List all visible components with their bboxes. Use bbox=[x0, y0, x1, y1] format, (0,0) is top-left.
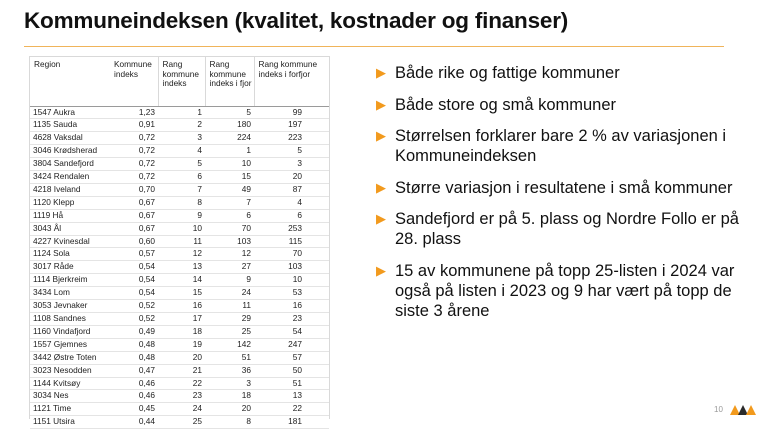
cell-kommuneindeks: 0,46 bbox=[110, 377, 158, 390]
table-row bbox=[30, 274, 329, 287]
cell-rang-i-fjor: 103 bbox=[205, 235, 254, 248]
cell-rang: 8 bbox=[158, 196, 205, 209]
cell-rang-i-fjor: 9 bbox=[205, 274, 254, 287]
cell-kommuneindeks: 0,47 bbox=[110, 364, 158, 377]
cell-rang-i-forfjor: 16 bbox=[254, 300, 329, 313]
cell-rang-i-fjor: 1 bbox=[205, 145, 254, 158]
table-row bbox=[30, 209, 329, 222]
cell-rang-i-forfjor: 70 bbox=[254, 248, 329, 261]
cell-rang: 13 bbox=[158, 261, 205, 274]
cell-region: 3034 Nes bbox=[30, 390, 110, 403]
table-row bbox=[30, 287, 329, 300]
cell-rang-i-fjor: 11 bbox=[205, 300, 254, 313]
cell-kommuneindeks: 0,67 bbox=[110, 222, 158, 235]
cell-kommuneindeks: 0,49 bbox=[110, 325, 158, 338]
cell-kommuneindeks: 0,60 bbox=[110, 235, 158, 248]
cell-kommuneindeks: 0,54 bbox=[110, 274, 158, 287]
cell-kommuneindeks: 0,54 bbox=[110, 287, 158, 300]
cell-region: 3046 Krødsherad bbox=[30, 145, 110, 158]
cell-rang-i-forfjor: 51 bbox=[254, 377, 329, 390]
cell-region: 3804 Sandefjord bbox=[30, 158, 110, 171]
table-row bbox=[30, 171, 329, 184]
cell-rang-i-forfjor: 5 bbox=[254, 145, 329, 158]
cell-region: 1120 Klepp bbox=[30, 196, 110, 209]
cell-region: 3023 Nesodden bbox=[30, 364, 110, 377]
table-row bbox=[30, 196, 329, 209]
cell-region: 1547 Aukra bbox=[30, 106, 110, 119]
cell-rang-i-forfjor: 20 bbox=[254, 171, 329, 184]
kommuneindeks-table bbox=[30, 57, 329, 429]
header-kommuneindeks: Kommune indeks bbox=[110, 57, 158, 106]
bullet-text: 15 av kommunene på topp 25-listen i 2024 var også på listen i 2023 og 9 har vært på topp de siste 3 årene bbox=[395, 261, 735, 320]
triangle-right-icon: ▶ bbox=[376, 128, 386, 143]
cell-rang: 3 bbox=[158, 132, 205, 145]
cell-rang: 12 bbox=[158, 248, 205, 261]
table-row bbox=[30, 377, 329, 390]
cell-rang-i-fjor: 142 bbox=[205, 338, 254, 351]
header-rang-i-forfjor: Rang kommune indeks i forfjor bbox=[254, 57, 329, 106]
cell-rang: 1 bbox=[158, 106, 205, 119]
bullet-text: Både store og små kommuner bbox=[395, 95, 617, 114]
cell-rang: 4 bbox=[158, 145, 205, 158]
cell-region: 3043 Ål bbox=[30, 222, 110, 235]
table-row bbox=[30, 106, 329, 119]
cell-rang: 7 bbox=[158, 183, 205, 196]
cell-rang-i-forfjor: 115 bbox=[254, 235, 329, 248]
cell-rang-i-forfjor: 53 bbox=[254, 287, 329, 300]
cell-rang-i-fjor: 24 bbox=[205, 287, 254, 300]
bullet-item bbox=[376, 178, 746, 198]
cell-region: 1108 Sandnes bbox=[30, 313, 110, 326]
cell-region: 1151 Utsira bbox=[30, 416, 110, 429]
bullet-item bbox=[376, 95, 746, 115]
cell-region: 1114 Bjerkreim bbox=[30, 274, 110, 287]
cell-region: 1160 Vindafjord bbox=[30, 325, 110, 338]
cell-rang-i-fjor: 36 bbox=[205, 364, 254, 377]
cell-region: 1124 Sola bbox=[30, 248, 110, 261]
cell-region: 3424 Rendalen bbox=[30, 171, 110, 184]
cell-rang: 10 bbox=[158, 222, 205, 235]
cell-rang: 22 bbox=[158, 377, 205, 390]
cell-region: 1119 Hå bbox=[30, 209, 110, 222]
cell-rang: 17 bbox=[158, 313, 205, 326]
cell-rang-i-fjor: 3 bbox=[205, 377, 254, 390]
title-divider bbox=[24, 46, 724, 47]
cell-kommuneindeks: 0,72 bbox=[110, 132, 158, 145]
cell-rang-i-forfjor: 54 bbox=[254, 325, 329, 338]
cell-region: 4218 Iveland bbox=[30, 183, 110, 196]
cell-kommuneindeks: 0,67 bbox=[110, 209, 158, 222]
cell-rang: 20 bbox=[158, 351, 205, 364]
cell-region: 4628 Vaksdal bbox=[30, 132, 110, 145]
cell-region: 3434 Lom bbox=[30, 287, 110, 300]
cell-rang-i-forfjor: 13 bbox=[254, 390, 329, 403]
triangle-right-icon: ▶ bbox=[376, 96, 386, 112]
cell-kommuneindeks: 0,44 bbox=[110, 416, 158, 429]
cell-kommuneindeks: 0,72 bbox=[110, 145, 158, 158]
cell-kommuneindeks: 0,57 bbox=[110, 248, 158, 261]
cell-region: 3053 Jevnaker bbox=[30, 300, 110, 313]
cell-rang-i-forfjor: 6 bbox=[254, 209, 329, 222]
cell-rang-i-fjor: 49 bbox=[205, 183, 254, 196]
cell-rang: 14 bbox=[158, 274, 205, 287]
cell-rang-i-forfjor: 223 bbox=[254, 132, 329, 145]
cell-kommuneindeks: 0,52 bbox=[110, 313, 158, 326]
cell-rang: 2 bbox=[158, 119, 205, 132]
bullet-item bbox=[376, 209, 746, 249]
cell-region: 1557 Gjemnes bbox=[30, 338, 110, 351]
cell-kommuneindeks: 0,67 bbox=[110, 196, 158, 209]
cell-rang-i-forfjor: 247 bbox=[254, 338, 329, 351]
page-number: 10 bbox=[714, 405, 723, 414]
cell-kommuneindeks: 0,70 bbox=[110, 183, 158, 196]
table-row bbox=[30, 364, 329, 377]
cell-rang-i-fjor: 10 bbox=[205, 158, 254, 171]
cell-rang-i-forfjor: 197 bbox=[254, 119, 329, 132]
cell-rang: 18 bbox=[158, 325, 205, 338]
cell-rang: 21 bbox=[158, 364, 205, 377]
cell-rang-i-forfjor: 87 bbox=[254, 183, 329, 196]
cell-rang-i-forfjor: 3 bbox=[254, 158, 329, 171]
bullet-item bbox=[376, 63, 746, 83]
table-row bbox=[30, 132, 329, 145]
cell-rang-i-fjor: 25 bbox=[205, 325, 254, 338]
header-region: Region bbox=[30, 57, 110, 106]
cell-region: 1144 Kvitsøy bbox=[30, 377, 110, 390]
cell-rang-i-fjor: 20 bbox=[205, 403, 254, 416]
cell-kommuneindeks: 0,45 bbox=[110, 403, 158, 416]
cell-rang-i-forfjor: 10 bbox=[254, 274, 329, 287]
bullet-text: Størrelsen forklarer bare 2 % av variasjonen i Kommuneindeksen bbox=[395, 127, 727, 165]
table-row bbox=[30, 158, 329, 171]
cell-rang-i-fjor: 27 bbox=[205, 261, 254, 274]
bullet-list bbox=[376, 63, 746, 332]
cell-rang: 16 bbox=[158, 300, 205, 313]
cell-kommuneindeks: 0,54 bbox=[110, 261, 158, 274]
header-rang-i-fjor: Rang kommune indeks i fjor bbox=[205, 57, 254, 106]
triangle-right-icon: ▶ bbox=[376, 262, 386, 278]
table-row bbox=[30, 235, 329, 248]
table-row bbox=[30, 416, 329, 429]
table-row bbox=[30, 403, 329, 416]
cell-rang: 25 bbox=[158, 416, 205, 429]
cell-rang-i-forfjor: 57 bbox=[254, 351, 329, 364]
cell-rang: 6 bbox=[158, 171, 205, 184]
cell-kommuneindeks: 0,91 bbox=[110, 119, 158, 132]
cell-rang-i-fjor: 12 bbox=[205, 248, 254, 261]
table-header-row bbox=[30, 57, 329, 106]
table-row bbox=[30, 222, 329, 235]
cell-rang-i-fjor: 6 bbox=[205, 209, 254, 222]
cell-kommuneindeks: 0,48 bbox=[110, 338, 158, 351]
table-row bbox=[30, 351, 329, 364]
cell-rang-i-fjor: 224 bbox=[205, 132, 254, 145]
table-row bbox=[30, 390, 329, 403]
kommuneindeks-table-container[interactable] bbox=[29, 56, 330, 427]
triangle-right-icon: ▶ bbox=[376, 211, 386, 226]
cell-rang: 11 bbox=[158, 235, 205, 248]
cell-rang-i-forfjor: 23 bbox=[254, 313, 329, 326]
cell-rang-i-forfjor: 181 bbox=[254, 416, 329, 429]
cell-rang-i-fjor: 180 bbox=[205, 119, 254, 132]
cell-rang-i-fjor: 18 bbox=[205, 390, 254, 403]
bullet-text: Sandefjord er på 5. plass og Nordre Follo er på 28. plass bbox=[395, 210, 739, 248]
cell-region: 3442 Østre Toten bbox=[30, 351, 110, 364]
cell-rang: 5 bbox=[158, 158, 205, 171]
cell-rang-i-fjor: 51 bbox=[205, 351, 254, 364]
table-row bbox=[30, 119, 329, 132]
bullet-text: Større variasjon i resultatene i små kommuner bbox=[395, 178, 733, 197]
slide-title: Kommuneindeksen (kvalitet, kostnader og finanser) bbox=[24, 8, 569, 33]
cell-kommuneindeks: 0,72 bbox=[110, 171, 158, 184]
cell-region: 1121 Time bbox=[30, 403, 110, 416]
ks-logo-icon bbox=[730, 405, 756, 415]
table-row bbox=[30, 248, 329, 261]
bullet-item bbox=[376, 126, 746, 166]
bullet-text: Både rike og fattige kommuner bbox=[395, 64, 620, 82]
cell-rang: 9 bbox=[158, 209, 205, 222]
table-row bbox=[30, 338, 329, 351]
triangle-right-icon: ▶ bbox=[376, 179, 386, 195]
cell-rang-i-forfjor: 4 bbox=[254, 196, 329, 209]
table-body bbox=[30, 106, 329, 429]
cell-rang: 19 bbox=[158, 338, 205, 351]
cell-rang-i-forfjor: 253 bbox=[254, 222, 329, 235]
table-row bbox=[30, 300, 329, 313]
cell-rang-i-fjor: 70 bbox=[205, 222, 254, 235]
cell-region: 3017 Råde bbox=[30, 261, 110, 274]
table-row bbox=[30, 313, 329, 326]
table-row bbox=[30, 145, 329, 158]
cell-rang-i-fjor: 5 bbox=[205, 106, 254, 119]
cell-rang-i-fjor: 8 bbox=[205, 416, 254, 429]
table-row bbox=[30, 261, 329, 274]
cell-rang: 15 bbox=[158, 287, 205, 300]
triangle-right-icon: ▶ bbox=[376, 65, 386, 80]
bullet-item bbox=[376, 261, 746, 321]
cell-rang-i-fjor: 7 bbox=[205, 196, 254, 209]
cell-kommuneindeks: 0,72 bbox=[110, 158, 158, 171]
cell-kommuneindeks: 0,46 bbox=[110, 390, 158, 403]
cell-region: 1135 Sauda bbox=[30, 119, 110, 132]
cell-rang-i-fjor: 29 bbox=[205, 313, 254, 326]
cell-rang-i-forfjor: 103 bbox=[254, 261, 329, 274]
cell-kommuneindeks: 0,48 bbox=[110, 351, 158, 364]
cell-rang-i-forfjor: 50 bbox=[254, 364, 329, 377]
cell-kommuneindeks: 0,52 bbox=[110, 300, 158, 313]
cell-rang-i-fjor: 15 bbox=[205, 171, 254, 184]
table-row bbox=[30, 325, 329, 338]
cell-rang: 24 bbox=[158, 403, 205, 416]
cell-kommuneindeks: 1,23 bbox=[110, 106, 158, 119]
header-rang: Rang kommune indeks bbox=[158, 57, 205, 106]
cell-rang-i-forfjor: 22 bbox=[254, 403, 329, 416]
cell-rang-i-forfjor: 99 bbox=[254, 106, 329, 119]
cell-region: 4227 Kvinesdal bbox=[30, 235, 110, 248]
table-row bbox=[30, 183, 329, 196]
cell-rang: 23 bbox=[158, 390, 205, 403]
